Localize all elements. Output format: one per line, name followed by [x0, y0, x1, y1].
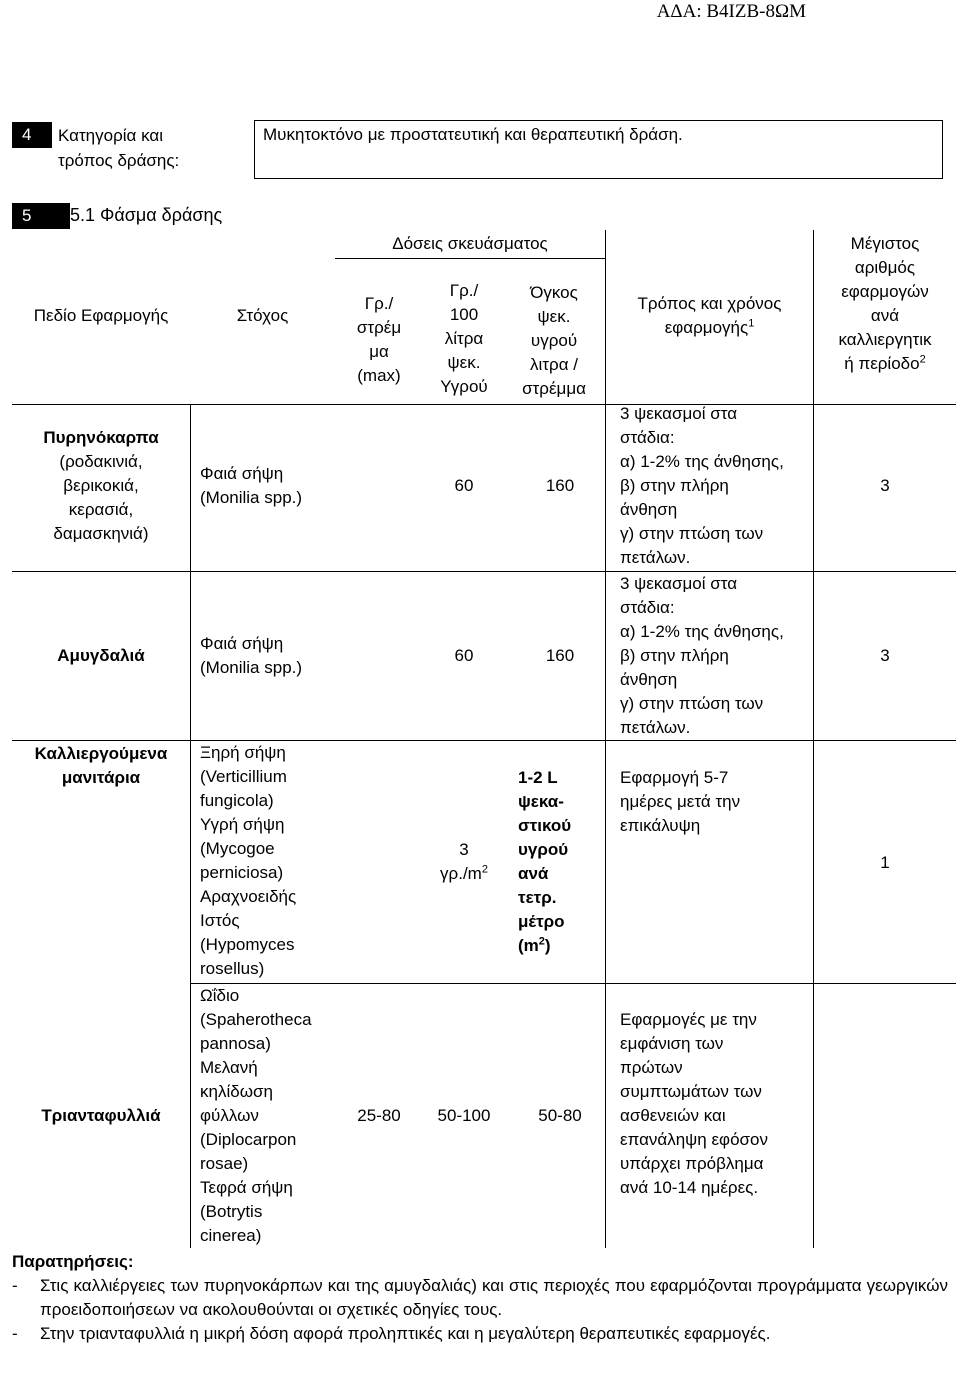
header-max-applications: Μέγιστος αριθμός εφαρμογών ανά καλλιεργητικ ή περίοδο$^2$ [838, 234, 932, 373]
table-row-1-volume: 160 [545, 476, 575, 495]
table-row-3-field: Καλλιεργούμενα μανιτάρια [34, 744, 168, 787]
header-doses-group: Δόσεις σκευάσματος [392, 234, 548, 253]
table-row-1-target: Φαιά σήψη (Monilia spp.) [200, 464, 303, 507]
section-4-label-line-1: Κατηγορία και [58, 126, 163, 145]
note-item-2: - Στην τριανταφυλλιά η μικρή δόση αφορά προληπτικές και η μεγαλύτερη θεραπευτικές εφαρμογές. [12, 1324, 771, 1343]
table-row-2-dose-100l: 60 [454, 646, 474, 665]
notes-title: Παρατηρήσεις: [12, 1252, 134, 1271]
header-dose-max: Γρ./ στρέμ μα (max) [356, 294, 402, 385]
header-volume: Όγκος ψεκ. υγρού λιτρα / στρέμμα [522, 283, 586, 398]
section-4-value: Μυκητοκτόνο με προστατευτική και θεραπευτική δράση. [263, 125, 683, 144]
table-row-3-target: Ξηρή σήψη (Verticillium fungicola) Υγρή σήψη (Mycogoe perniciosa) Αραχνοειδής Ιστός (Hypomyces rosellus) [200, 743, 297, 978]
header-target: Στόχος [236, 306, 289, 325]
table-row-2-volume: 160 [545, 646, 575, 665]
table-row-1-field: Πυρηνόκαρπα (ροδακινιά, βερικοκιά, κερασιά, δαμασκηνιά) [43, 428, 159, 543]
note-item-1: - Στις καλλιέργειες των πυρηνοκάρπων και της αμυγδαλιάς) και στις περιοχές που εφαρμόζονται προγράμματα γεωργικών προειδοποιήσεων να ακολουθούνται οι σχετικές οδηγίες τους. [12, 1276, 948, 1319]
section-4-label [58, 123, 179, 173]
table-row-3-method: Εφαρμογή 5-7 ημέρες μετά την επικάλυψη [620, 768, 741, 835]
table-row-4-volume: 50-80 [538, 1106, 582, 1125]
table-row-2-target: Φαιά σήψη (Monilia spp.) [200, 634, 303, 677]
header-dose-100l: Γρ./ 100 λίτρα ψεκ. Υγρού [440, 281, 488, 396]
table-row-4-dose-100l: 50-100 [437, 1106, 491, 1125]
table-row-2-method: 3 ψεκασμοί στα στάδια: α) 1-2% της άνθησης, β) στην πλήρη άνθηση γ) στην πτώση των πετάλων. [620, 574, 784, 737]
header-method: Τρόπος και χρόνος εφαρμογής$^1$ [637, 294, 782, 337]
table-row-3-max-applications: 1 [880, 853, 890, 872]
table-row-2-max-applications: 3 [880, 646, 890, 665]
table-row-1-method: 3 ψεκασμοί στα στάδια: α) 1-2% της άνθησης, β) στην πλήρη άνθηση γ) στην πτώση των πετάλων. [620, 404, 784, 567]
table-row-1-dose-100l: 60 [454, 476, 474, 495]
table-row-4-dose-max: 25-80 [357, 1106, 401, 1125]
ada-code: ΑΔΑ: Β4ΙΖΒ-8ΩΜ [656, 1, 806, 22]
table-row-3-volume: 1-2 L ψεκα- στικού υγρού ανά τετρ. μέτρο $(m^2)$ [518, 768, 572, 955]
header-field: Πεδίο Εφαρμογής [33, 306, 169, 325]
table-row-4-method: Εφαρμογές με την εμφάνιση των πρώτων συμπτωμάτων των ασθενειών και επανάληψη εφόσον υπάρχει πρόβλημα ανά 10-14 ημέρες. [620, 1010, 768, 1197]
section-5-title: 5.1 Φάσμα δράσης [70, 205, 223, 225]
section-4-label-line-2: τρόπος δράσης: [58, 151, 180, 170]
section-5-number: 5 [12, 203, 70, 229]
table-row-4-target: Ωΐδιο (Spaherotheca pannosa) Μελανή κηλίδωση φύλλων (Diplocarpon rosae) Τεφρά σήψη (Botrytis cinerea) [200, 986, 312, 1245]
table-row-1-max-applications: 3 [880, 476, 890, 495]
table-row-2-field: Αμυγδαλιά [57, 646, 145, 665]
table-row-4-field: Τριανταφυλλιά [41, 1106, 161, 1125]
table-row-3-dose-100l: 3 $\gamma\rho./m^2$ [440, 840, 488, 883]
notes-section [12, 1250, 948, 1346]
section-4-number: 4 [12, 122, 52, 148]
